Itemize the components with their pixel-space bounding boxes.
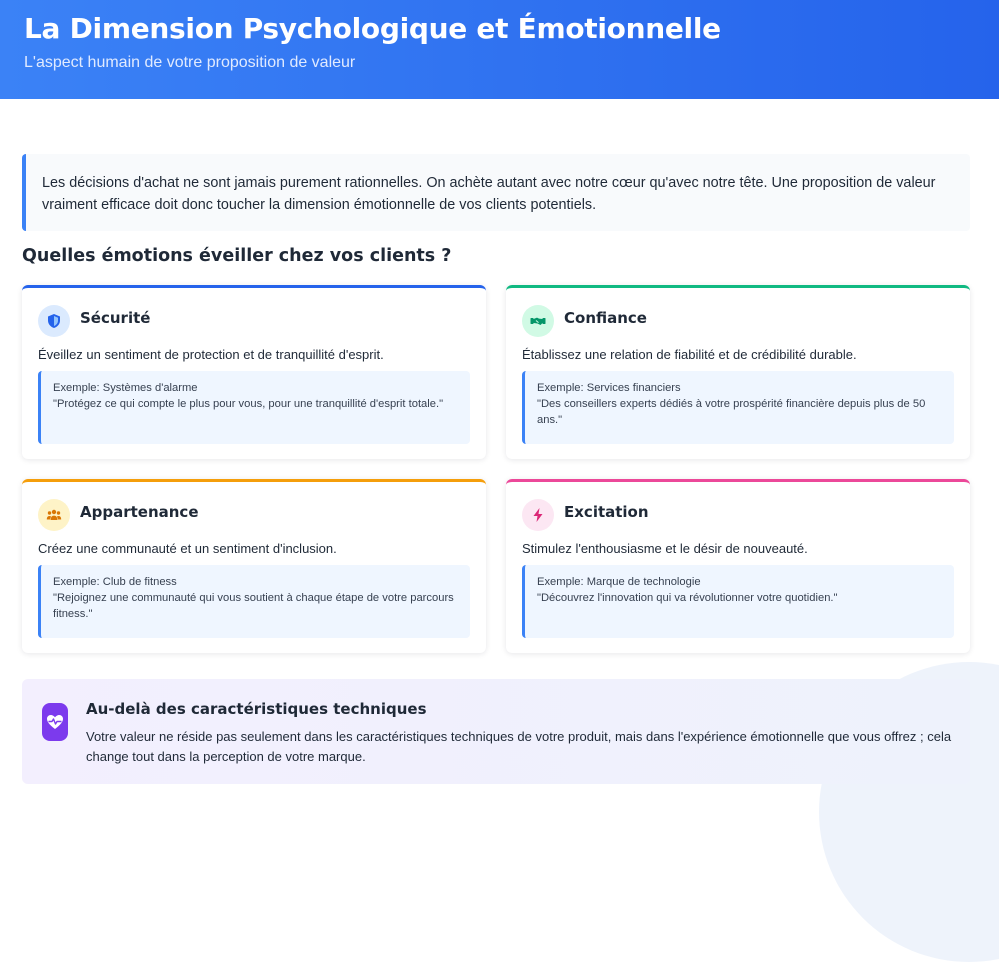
card-title: Confiance: [564, 309, 647, 327]
card-title: Sécurité: [80, 309, 151, 327]
example-quote: "Protégez ce qui compte le plus pour vous, pour une tranquillité d'esprit totale.": [53, 398, 444, 410]
example-quote: "Rejoignez une communauté qui vous soutient à chaque étape de votre parcours fitness.": [53, 592, 454, 620]
example-label: Exemple: Services financiers: [537, 382, 681, 394]
page-subtitle: L'aspect humain de votre proposition de valeur: [24, 54, 356, 71]
card-description: Établissez une relation de fiabilité et de crédibilité durable.: [522, 347, 857, 362]
card-description: Créez une communauté et un sentiment d'inclusion.: [38, 541, 337, 556]
example-label: Exemple: Marque de technologie: [537, 576, 701, 588]
heart-pulse-icon: [42, 703, 68, 741]
card-confiance: [506, 285, 970, 459]
card-appartenance: [22, 479, 486, 653]
card-description: Stimulez l'enthousiasme et le désir de nouveauté.: [522, 541, 808, 556]
intro-text: Les décisions d'achat ne sont jamais purement rationnelles. On achète autant avec notre cœur qu'avec notre tête. Une proposition de valeur vraiment efficace doit donc toucher la dimension émotionnelle de vos clients potentiels.: [42, 175, 936, 213]
example-quote: "Des conseillers experts dédiés à votre prospérité financière depuis plus de 50 ans.": [537, 398, 926, 426]
conclusion-box: [22, 679, 970, 784]
card-securite: [22, 285, 486, 459]
page-header: [0, 0, 999, 99]
example-label: Exemple: Systèmes d'alarme: [53, 382, 198, 394]
card-example: [38, 371, 470, 444]
page-title: La Dimension Psychologique et Émotionnelle: [24, 12, 721, 45]
users-icon: [38, 499, 70, 531]
conclusion-title: Au-delà des caractéristiques techniques: [86, 700, 427, 718]
shield-icon: [38, 305, 70, 337]
card-description: Éveillez un sentiment de protection et de tranquillité d'esprit.: [38, 347, 384, 362]
card-title: Excitation: [564, 503, 649, 521]
conclusion-text: Votre valeur ne réside pas seulement dans les caractéristiques techniques de votre produit, mais dans l'expérience émotionnelle que vous offrez ; cela change tout dans la perception de votre marque.: [86, 729, 952, 764]
card-example: [38, 565, 470, 638]
intro-callout: [22, 154, 970, 231]
card-excitation: [506, 479, 970, 653]
card-title: Appartenance: [80, 503, 199, 521]
bolt-icon: [522, 499, 554, 531]
example-label: Exemple: Club de fitness: [53, 576, 177, 588]
example-quote: "Découvrez l'innovation qui va révolutionner votre quotidien.": [537, 592, 838, 604]
section-title: Quelles émotions éveiller chez vos clients ?: [22, 246, 452, 266]
handshake-icon: [522, 305, 554, 337]
card-example: [522, 565, 954, 638]
card-example: [522, 371, 954, 444]
